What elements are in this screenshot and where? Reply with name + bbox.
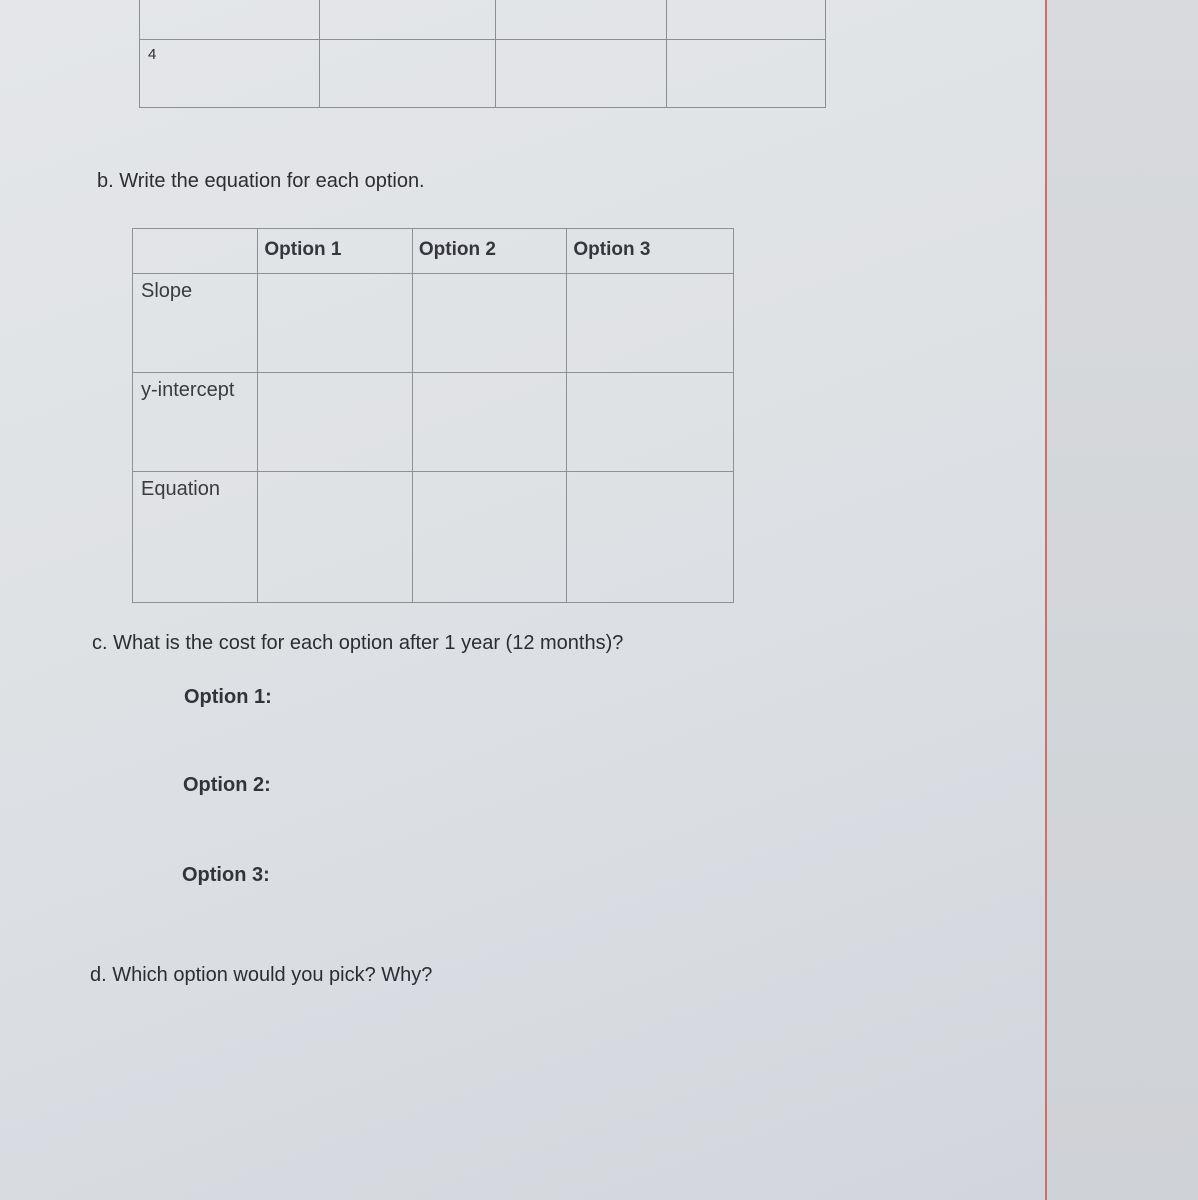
answer-cell[interactable] — [412, 472, 567, 603]
header-option-3: Option 3 — [567, 229, 734, 274]
page-edge-area — [1047, 0, 1198, 1200]
table-row — [133, 472, 734, 603]
answer-cell[interactable] — [412, 373, 567, 472]
table-row — [140, 0, 826, 40]
question-b-prompt: b. Write the equation for each option. — [97, 170, 425, 192]
question-d-prompt: d. Which option would you pick? Why? — [90, 964, 433, 986]
previous-table-fragment — [139, 0, 826, 108]
row-label-equation: Equation — [133, 472, 258, 603]
answer-cell[interactable] — [412, 274, 567, 373]
answer-cell[interactable] — [258, 274, 413, 373]
row-number: 4 — [148, 46, 157, 64]
equation-table — [132, 228, 734, 603]
option-2-answer-label: Option 2: — [183, 774, 271, 796]
table-row — [133, 274, 734, 373]
header-empty-cell — [133, 229, 258, 274]
answer-cell[interactable] — [567, 274, 734, 373]
option-3-answer-label: Option 3: — [182, 864, 270, 886]
option-1-answer-label: Option 1: — [184, 686, 272, 708]
table-header-row — [133, 229, 734, 274]
answer-cell[interactable] — [567, 472, 734, 603]
table-row — [140, 40, 826, 108]
question-c-prompt: c. What is the cost for each option after 1 year (12 months)? — [92, 632, 624, 654]
header-option-1: Option 1 — [258, 229, 413, 274]
answer-cell[interactable] — [567, 373, 734, 472]
table-row — [133, 373, 734, 472]
row-label-slope: Slope — [133, 274, 258, 373]
answer-cell[interactable] — [258, 373, 413, 472]
header-option-2: Option 2 — [412, 229, 567, 274]
row-label-y-intercept: y-intercept — [133, 373, 258, 472]
answer-cell[interactable] — [258, 472, 413, 603]
